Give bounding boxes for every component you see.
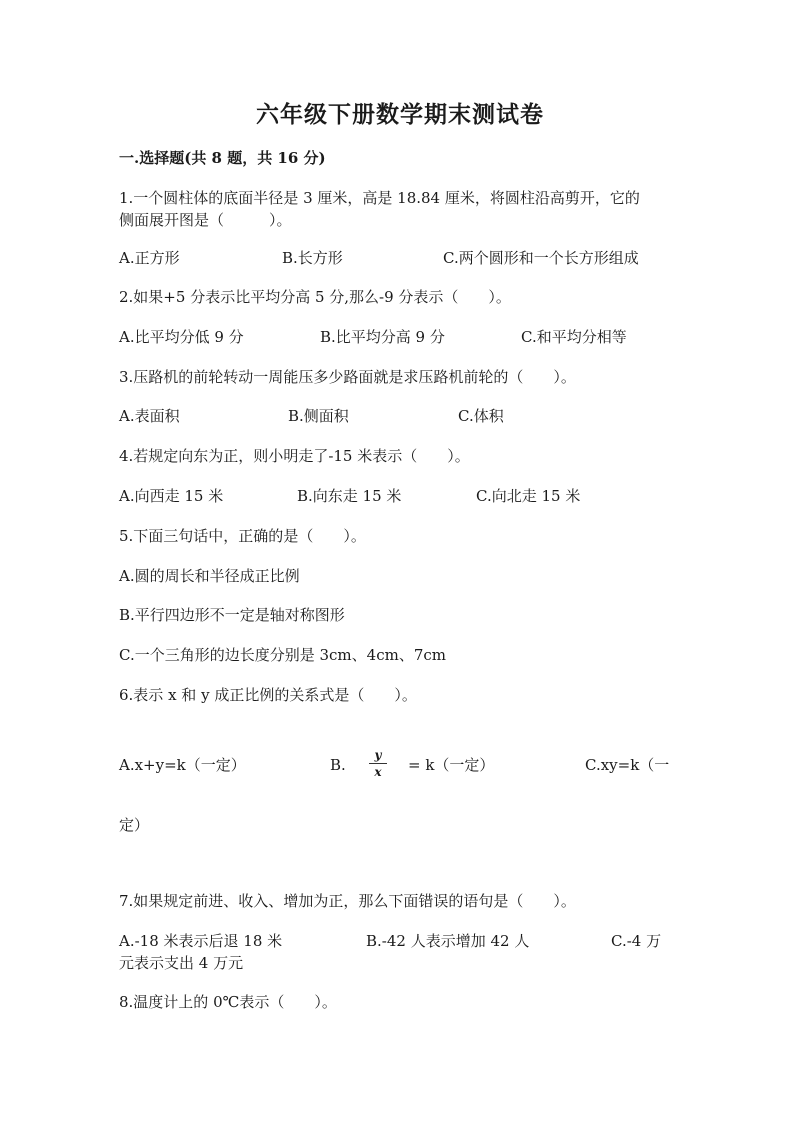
question-1-option-a: A.正方形 xyxy=(119,249,180,267)
question-5-text: 5.下面三句话中，正确的是（ ）。 xyxy=(119,527,366,545)
question-5-option-c: C.一个三角形的边长度分别是 3cm、4cm、7cm xyxy=(119,646,446,664)
fraction-numerator: y xyxy=(374,748,382,762)
question-8-text: 8.温度计上的 0℃表示（ ）。 xyxy=(119,993,337,1011)
question-2-option-b: B.比平均分高 9 分 xyxy=(320,328,445,346)
question-3-option-b: B.侧面积 xyxy=(288,407,349,425)
question-4-option-a: A.向西走 15 米 xyxy=(119,487,224,505)
question-7-option-b: B.-42 人表示增加 42 人 xyxy=(366,932,530,950)
question-4-option-c: C.向北走 15 米 xyxy=(476,487,581,505)
question-5-option-a: A.圆的周长和半径成正比例 xyxy=(119,567,300,585)
question-3-option-a: A.表面积 xyxy=(119,407,180,425)
question-7-option-c-line-2: 元表示支出 4 万元 xyxy=(119,954,244,972)
question-6-option-b-rest: = k（一定） xyxy=(408,756,495,774)
page-title: 六年级下册数学期末测试卷 xyxy=(256,101,544,128)
section-heading: 一.选择题(共 8 题，共 16 分) xyxy=(119,149,326,167)
question-6-option-a: A.x+y=k（一定） xyxy=(119,756,246,774)
question-2-option-c: C.和平均分相等 xyxy=(521,328,627,346)
question-3-option-c: C.体积 xyxy=(458,407,504,425)
question-7-text: 7.如果规定前进、收入、增加为正，那么下面错误的语句是（ ）。 xyxy=(119,892,576,910)
fraction-denominator: x xyxy=(374,765,382,779)
question-4-text: 4.若规定向东为正，则小明走了-15 米表示（ ）。 xyxy=(119,447,470,465)
question-2-option-a: A.比平均分低 9 分 xyxy=(119,328,244,346)
question-4-option-b: B.向东走 15 米 xyxy=(297,487,402,505)
question-2-text: 2.如果+5 分表示比平均分高 5 分,那么-9 分表示（ ）。 xyxy=(119,288,511,306)
question-1-option-c: C.两个圆形和一个长方形组成 xyxy=(443,249,639,267)
question-1-line-2: 侧面展开图是（ ）。 xyxy=(119,211,292,229)
fraction-bar xyxy=(369,763,387,764)
question-1-option-b: B.长方形 xyxy=(282,249,343,267)
question-6-option-c-line-2: 定） xyxy=(119,816,150,834)
question-5-option-b: B.平行四边形不一定是轴对称图形 xyxy=(119,606,345,624)
question-7-option-c-line-1: C.-4 万 xyxy=(611,932,662,950)
question-3-text: 3.压路机的前轮转动一周能压多少路面就是求压路机前轮的（ ）。 xyxy=(119,368,576,386)
question-6-option-b-label: B. xyxy=(330,756,346,774)
question-1-line-1: 1.一个圆柱体的底面半径是 3 厘米，高是 18.84 厘米，将圆柱沿高剪开，它的 xyxy=(119,189,640,207)
question-6-text: 6.表示 x 和 y 成正比例的关系式是（ ）。 xyxy=(119,686,417,704)
question-6-option-c-line-1: C.xy=k（一 xyxy=(585,756,670,774)
fraction-y-over-x xyxy=(367,748,389,779)
question-7-option-a: A.-18 米表示后退 18 米 xyxy=(119,932,283,950)
